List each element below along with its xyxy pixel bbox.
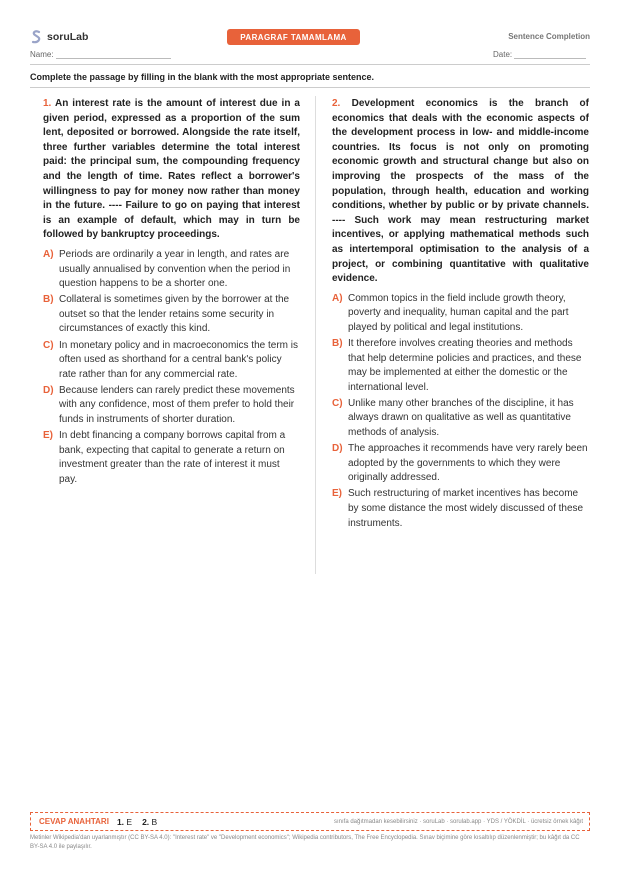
- option-letter: B): [332, 338, 343, 349]
- option-e: [43, 429, 300, 487]
- option-letter: A): [43, 248, 54, 260]
- option-text: The approaches it recommends have very rarely been adopted by the governments to which they were originally addressed.: [348, 443, 588, 484]
- option-text: Such restructuring of market incentives has become by some distance the most widely discussed of these instruments.: [348, 488, 584, 529]
- date-blank: [514, 58, 586, 59]
- answer-value: E: [126, 816, 133, 827]
- option-d: [332, 442, 589, 486]
- name-blank: [56, 58, 171, 59]
- date-label: Date:: [493, 50, 513, 59]
- option-e: [332, 487, 589, 531]
- option-c: [43, 339, 300, 383]
- option-letter: E): [43, 430, 53, 442]
- option-a: [332, 292, 589, 336]
- option-text: Collateral is sometimes given by the borrower at the outset so that the lender retains some security in circumstances of exactly this kind.: [59, 294, 290, 335]
- brand-name: soruLab: [47, 31, 89, 43]
- option-text: Unlike many other branches of the discipline, it has always drawn on qualitative as well as quantitative methods of analysis.: [348, 397, 574, 439]
- brand-logo: [30, 30, 88, 44]
- name-field: [30, 50, 171, 59]
- option-letter: D): [332, 443, 343, 455]
- option-a: [43, 248, 300, 292]
- sheet-type-title: Sentence Completion: [508, 32, 590, 41]
- option-letter: D): [43, 384, 54, 396]
- instruction-divider: [30, 87, 590, 88]
- answer-2: [142, 817, 157, 827]
- option-letter: A): [332, 292, 343, 304]
- option-text: Common topics in the field include growth theory, poverty and inequality, human capital and the part played by political and legal institutions.: [348, 292, 569, 333]
- question-2: [332, 97, 589, 533]
- option-b: [43, 293, 300, 337]
- answer-key-label: CEVAP ANAHTARI: [39, 817, 109, 826]
- option-text: In monetary policy and in macroeconomics the term is often used as shorthand for a central bank's policy rate rather than for any commercial rate.: [59, 339, 298, 380]
- source-credit: Metinler Wikipedia'dan uyarlanmıştır (CC BY-SA 4.0): "Interest rate" ve "Development economics"; Wikipedia contributors, The Free Encyclopedia. Sınav biçimine göre kısaltılıp düzenlenmiştir; bu kâğıt da CC BY-SA 4.0 ile paylaşılır.: [30, 835, 580, 850]
- answer-key: [30, 812, 590, 831]
- answer-number: 2.: [142, 816, 150, 827]
- question-stem: [332, 97, 589, 287]
- option-letter: C): [43, 339, 54, 351]
- instruction: Complete the passage by filling in the blank with the most appropriate sentence.: [30, 72, 375, 82]
- option-text: Periods are ordinarily a year in length, and rates are usually annualised by convention when the period in question happens to be a shorter one.: [59, 248, 291, 290]
- option-text: It therefore involves creating theories and methods that help determine policies and practices, and these may be implemented at either the domestic or the international level.: [348, 338, 582, 393]
- answer-value: B: [151, 816, 158, 827]
- section-badge: PARAGRAF TAMAMLAMA: [227, 29, 360, 45]
- option-text: In debt financing a company borrows capital from a bank, expecting that capital to generate a return on investment greater than the rate of interest it must pay.: [59, 430, 286, 485]
- option-letter: E): [332, 488, 342, 500]
- question-number: 1.: [43, 98, 52, 109]
- header-divider: [30, 64, 590, 65]
- question-stem: [43, 97, 300, 243]
- option-c: [332, 397, 589, 441]
- answer-key-footer: sınıfa dağıtmadan kesebilirsiniz · soruLab · sorulab.app · YDS / YÖKDİL · ücretsiz örnek kâğıt: [333, 818, 583, 825]
- answer-number: 1.: [116, 816, 125, 827]
- option-d: [43, 384, 300, 428]
- option-letter: B): [43, 294, 54, 306]
- question-text: Development economics is the branch of economics that deals with the economic aspects of the development process in low- and middle-income countries. Its focus is not only on promoting economic growth and structural change but also on improving the prospects of the mass of the population, through health, education and working conditions, whether by public or by private channels. ---- Such work may mean restructuring market incentives, or applying mathematical methods such as intertemporal optimisation to the analysis of a project, or combining quantitative with qualitative evidence.: [332, 98, 589, 285]
- question-text: An interest rate is the amount of interest due in a given period, expressed as a proportion of the sum lent, deposited or borrowed. Alongside the rate itself, three further variables determine the total interest paid: the principal sum, the compounding frequency and the length of time. Rates reflect a borrower's willingness to pay for money now rather than money in the future. ---- Failure to go on paying that interest is an example of default, which may in turn be followed by bankruptcy proceedings.: [43, 98, 300, 241]
- name-label: Name:: [30, 50, 54, 59]
- question-number: 2.: [332, 98, 341, 109]
- option-letter: C): [332, 397, 343, 409]
- question-1: [43, 97, 300, 489]
- answer-1: [117, 817, 132, 827]
- column-divider: [315, 96, 316, 574]
- option-b: [332, 337, 589, 395]
- option-text: Because lenders can rarely predict these movements with any confidence, most of them prefer to hold their funds in instruments of shorter duration.: [59, 384, 295, 425]
- date-field: [493, 50, 586, 59]
- sorulab-logo-icon: [30, 30, 42, 44]
